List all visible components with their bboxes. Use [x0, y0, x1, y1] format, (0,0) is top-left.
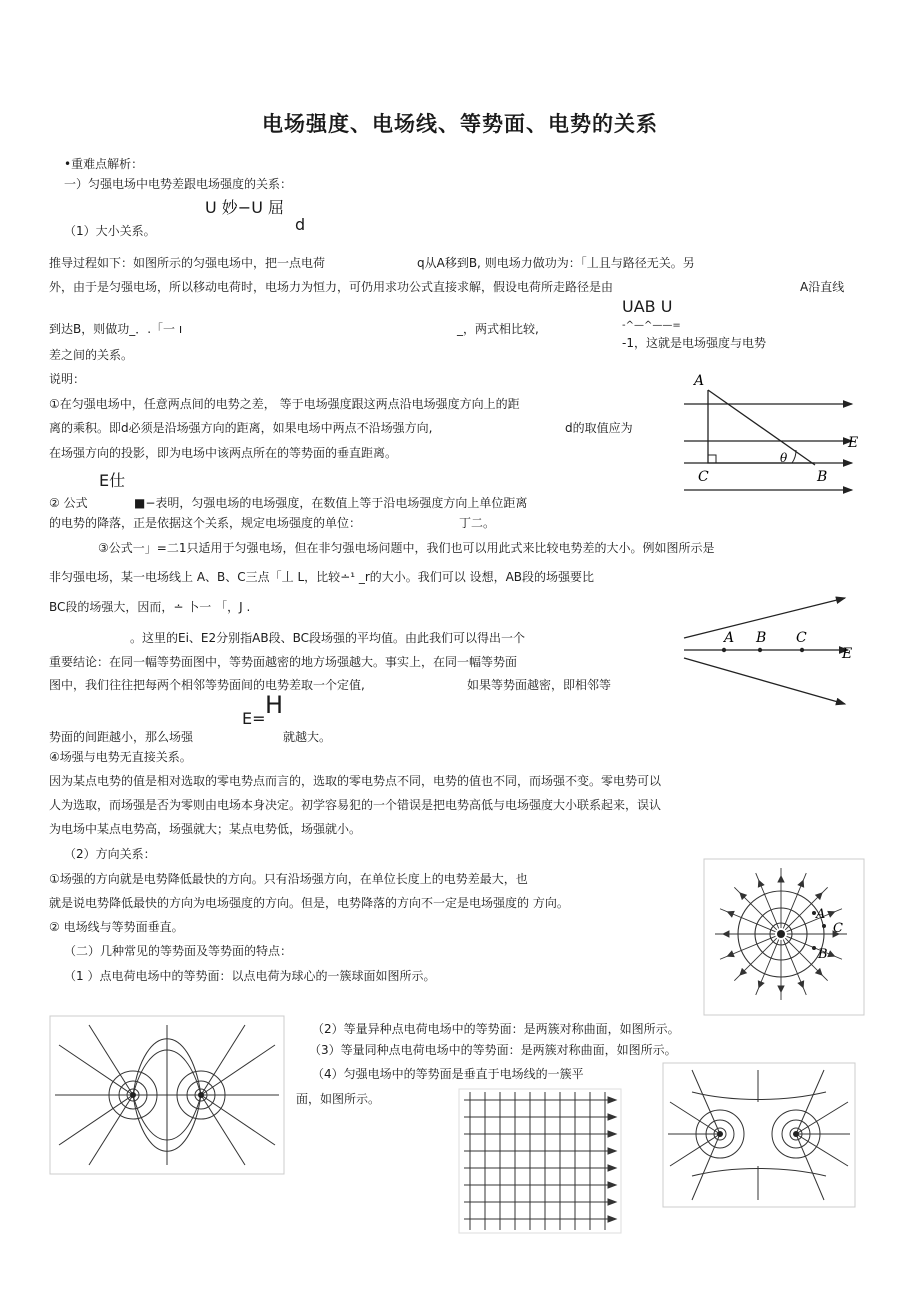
- text-line: （1）大小关系。: [64, 224, 156, 238]
- formula-numerator: U 妙−U 屈: [205, 198, 285, 217]
- label-a: A: [724, 630, 735, 646]
- text-line: （3）等量同种点电荷电场中的等势面：是两簇对称曲面，如图所示。: [309, 1043, 677, 1057]
- label-a: A: [694, 373, 705, 389]
- text-line: 就是说电势降低最快的方向为电场强度的方向。但是，电势降落的方向不一定是电场强度的 方向。: [49, 896, 569, 910]
- text-line: 就越大。: [283, 730, 332, 744]
- text-line: 面，如图所示。: [296, 1092, 381, 1106]
- text-line: （1 ）点电荷电场中的等势面：以点电荷为球心的一簇球面如图所示。: [64, 969, 436, 983]
- arrow-head: [727, 951, 734, 957]
- arrow-head: [778, 986, 784, 992]
- label-e: E: [842, 646, 853, 662]
- text-line: -1，这就是电场强度与电势: [622, 336, 766, 350]
- text-line: （4）匀强电场中的等势面是垂直于电场线的一簇平: [312, 1067, 584, 1081]
- arrow-head: [608, 1216, 616, 1222]
- arrow-head: [608, 1165, 616, 1171]
- text-line: 因为某点电势的值是相对选取的零电势点而言的，选取的零电势点不同，电势的值也不同，而场强不变。零电势可以: [49, 774, 662, 788]
- text-line: ③公式一」=二1只适用于匀强电场，但在非匀强电场问题中，我们也可以用此式来比较电势差的大小。例如图所示是: [98, 541, 715, 555]
- text-line: （二）几种常见的等势面及等势面的特点：: [64, 944, 293, 958]
- label-e: E: [848, 435, 859, 451]
- like-charges-figure: [662, 1062, 856, 1208]
- arrow-head: [608, 1199, 616, 1205]
- text-line: ①在匀强电场中，任意两点间的电势之差， 等于电场强度跟这两点沿电场强度方向上的距: [49, 397, 520, 411]
- label-a: A: [816, 907, 826, 922]
- text-line: 重要结论：在同一幅等势面图中，等势面越密的地方场强越大。事实上，在同一幅等势面: [49, 655, 518, 669]
- text-line: 到达B，则做功_．.「一 ı: [49, 322, 183, 336]
- arrow-head: [758, 981, 764, 988]
- text-line: d的取值应为: [565, 421, 633, 435]
- text-line: 势面的间距越小，那么场强: [49, 730, 194, 744]
- label-c: C: [698, 469, 709, 485]
- formula-e: E仕: [99, 471, 126, 490]
- arrow-head: [608, 1148, 616, 1154]
- arrow-head: [828, 911, 835, 917]
- nonuniform-field-figure: [680, 592, 865, 712]
- text-line: 丁二。: [459, 516, 496, 530]
- text-line: ② 电场线与等势面垂直。: [49, 920, 184, 934]
- text-line: A沿直线: [800, 280, 845, 294]
- text-line: 非匀强电场，某一电场线上 A、B、C三点「丄 L，比较∸¹ _r的大小。我们可以 设想，AB段的场强要比: [49, 570, 595, 584]
- text-line: 在场强方向的投影，即为电场中该两点所在的等势面的垂直距离。: [49, 446, 398, 460]
- arrow-head: [608, 1182, 616, 1188]
- label-b: B: [818, 947, 828, 962]
- formula-e-eq: E=: [242, 709, 266, 728]
- arrow-head: [608, 1114, 616, 1120]
- text-line: 为电场中某点电势高，场强就大；某点电势低，场强就小。: [49, 822, 362, 836]
- text-line: 说明：: [49, 372, 86, 386]
- text-line: 一）匀强电场中电势差跟电场强度的关系：: [64, 177, 293, 191]
- text-line: 外，由于是匀强电场，所以移动电荷时，电场力为恒力，可仍用求功公式直接求解，假设电荷所走路径是由: [49, 280, 614, 294]
- arrow-head: [758, 880, 764, 887]
- formula-denominator: d: [295, 215, 306, 234]
- formula-fraction-bar: -^—^——=: [622, 320, 681, 331]
- label-c: C: [833, 921, 843, 936]
- arrow-head: [828, 951, 835, 957]
- arrow-head: [778, 876, 784, 882]
- label-b: B: [817, 469, 828, 485]
- text-line: ② 公式: [49, 496, 88, 510]
- text-line: （2）方向关系：: [64, 847, 156, 861]
- text-line: q从A移到B, 则电场力做功为：「丄且与路径无关。另: [417, 256, 695, 270]
- formula-uab: UAB U: [622, 297, 673, 316]
- arrow-head: [723, 931, 729, 937]
- text-line: 人为选取，而场强是否为零则由电场本身决定。初学容易犯的一个错误是把电势高低与电场强度大小联系起来，误认: [49, 798, 662, 812]
- arrow-head: [608, 1097, 616, 1103]
- arrow-head: [727, 911, 734, 917]
- unlike-charges-figure: [49, 1015, 285, 1175]
- text-line: ④场强与电势无直接关系。: [49, 750, 192, 764]
- text-line: _，两式相比较,: [457, 322, 539, 336]
- uniform-field-triangle-figure: [680, 368, 860, 498]
- text-line: 推导过程如下：如图所示的匀强电场中，把一点电荷: [49, 256, 326, 270]
- text-line: 的电势的降落，正是依据这个关系，规定电场强度的单位：: [49, 516, 362, 530]
- formula-h: H: [265, 691, 284, 719]
- page-title: 电场强度、电场线、等势面、电势的关系: [262, 112, 658, 136]
- text-line: 如果等势面越密，即相邻等: [467, 678, 612, 692]
- text-line: 图中，我们往往把每两个相邻等势面间的电势差取一个定值,: [49, 678, 365, 692]
- arrow-head: [608, 1131, 616, 1137]
- text-line: 离的乘积。即d必须是沿场强方向的距离，如果电场中两点不沿场强方向,: [49, 421, 433, 435]
- label-b: B: [756, 630, 767, 646]
- arrow-head: [798, 880, 804, 887]
- label-theta: θ: [780, 451, 788, 465]
- text-line: ■−表明，匀强电场的电场强度，在数值上等于沿电场强度方向上单位距离: [134, 496, 528, 510]
- point-charge-figure: [703, 858, 865, 1016]
- label-c: C: [796, 630, 807, 646]
- uniform-field-grid-figure: [458, 1088, 622, 1234]
- text-line: 差之间的关系。: [49, 348, 134, 362]
- text-line: 。这里的Ei、E2分别指AB段、BC段场强的平均值。由此我们可以得出一个: [130, 631, 525, 645]
- text-line: （2）等量异种点电荷电场中的等势面：是两簇对称曲面，如图所示。: [312, 1022, 680, 1036]
- text-line: •重难点解析：: [64, 157, 144, 171]
- text-line: ①场强的方向就是电势降低最快的方向。只有沿场强方向，在单位长度上的电势差最大，也: [49, 872, 528, 886]
- text-line: BC段的场强大，因而，∸ 卜一 「，J .: [49, 600, 251, 614]
- arrow-head: [798, 981, 804, 988]
